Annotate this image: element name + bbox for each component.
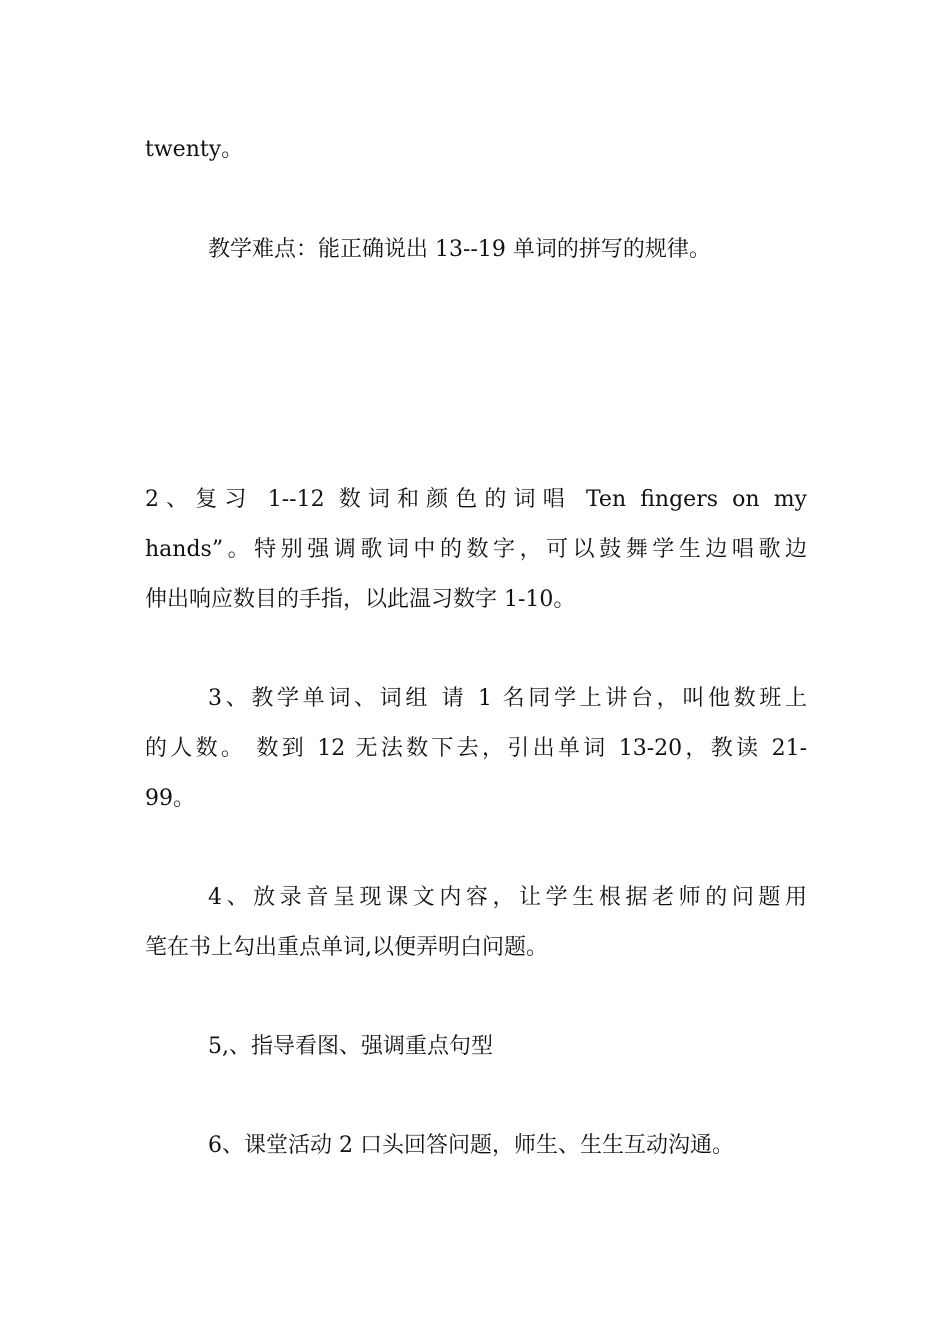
step-4-line-2: 笔在书上勾出重点单词,以便弄明白问题。 [145,935,548,960]
step-2-line-1: 2、复习 1--12 数词和颜色的词唱 Ten fingers on my [145,487,807,512]
step-4-line-1: 4、放录音呈现课文内容，让学生根据老师的问题用 [208,885,807,910]
step-6-line: 6、课堂活动 2 口头回答问题，师生、生生互动沟通。 [208,1133,734,1158]
step-3-line-1: 3、教学单词、词组 请 1 名同学上讲台，叫他数班上 [208,686,807,711]
step-3-line-3: 99。 [145,786,195,811]
paragraph-twenty-line: twenty。 [145,137,244,162]
step-3-line-2: 的人数。 数到 12 无法数下去，引出单词 13-20，教读 21- [145,736,807,761]
step-5-line: 5,、指导看图、强调重点句型 [208,1034,493,1059]
teaching-difficulty-line: 教学难点：能正确说出 13--19 单词的拼写的规律。 [208,237,711,262]
step-2-line-3: 伸出响应数目的手指，以此温习数字 1-10。 [145,587,576,612]
step-2-line-2: hands”。特别强调歌词中的数字，可以鼓舞学生边唱歌边 [145,537,807,562]
